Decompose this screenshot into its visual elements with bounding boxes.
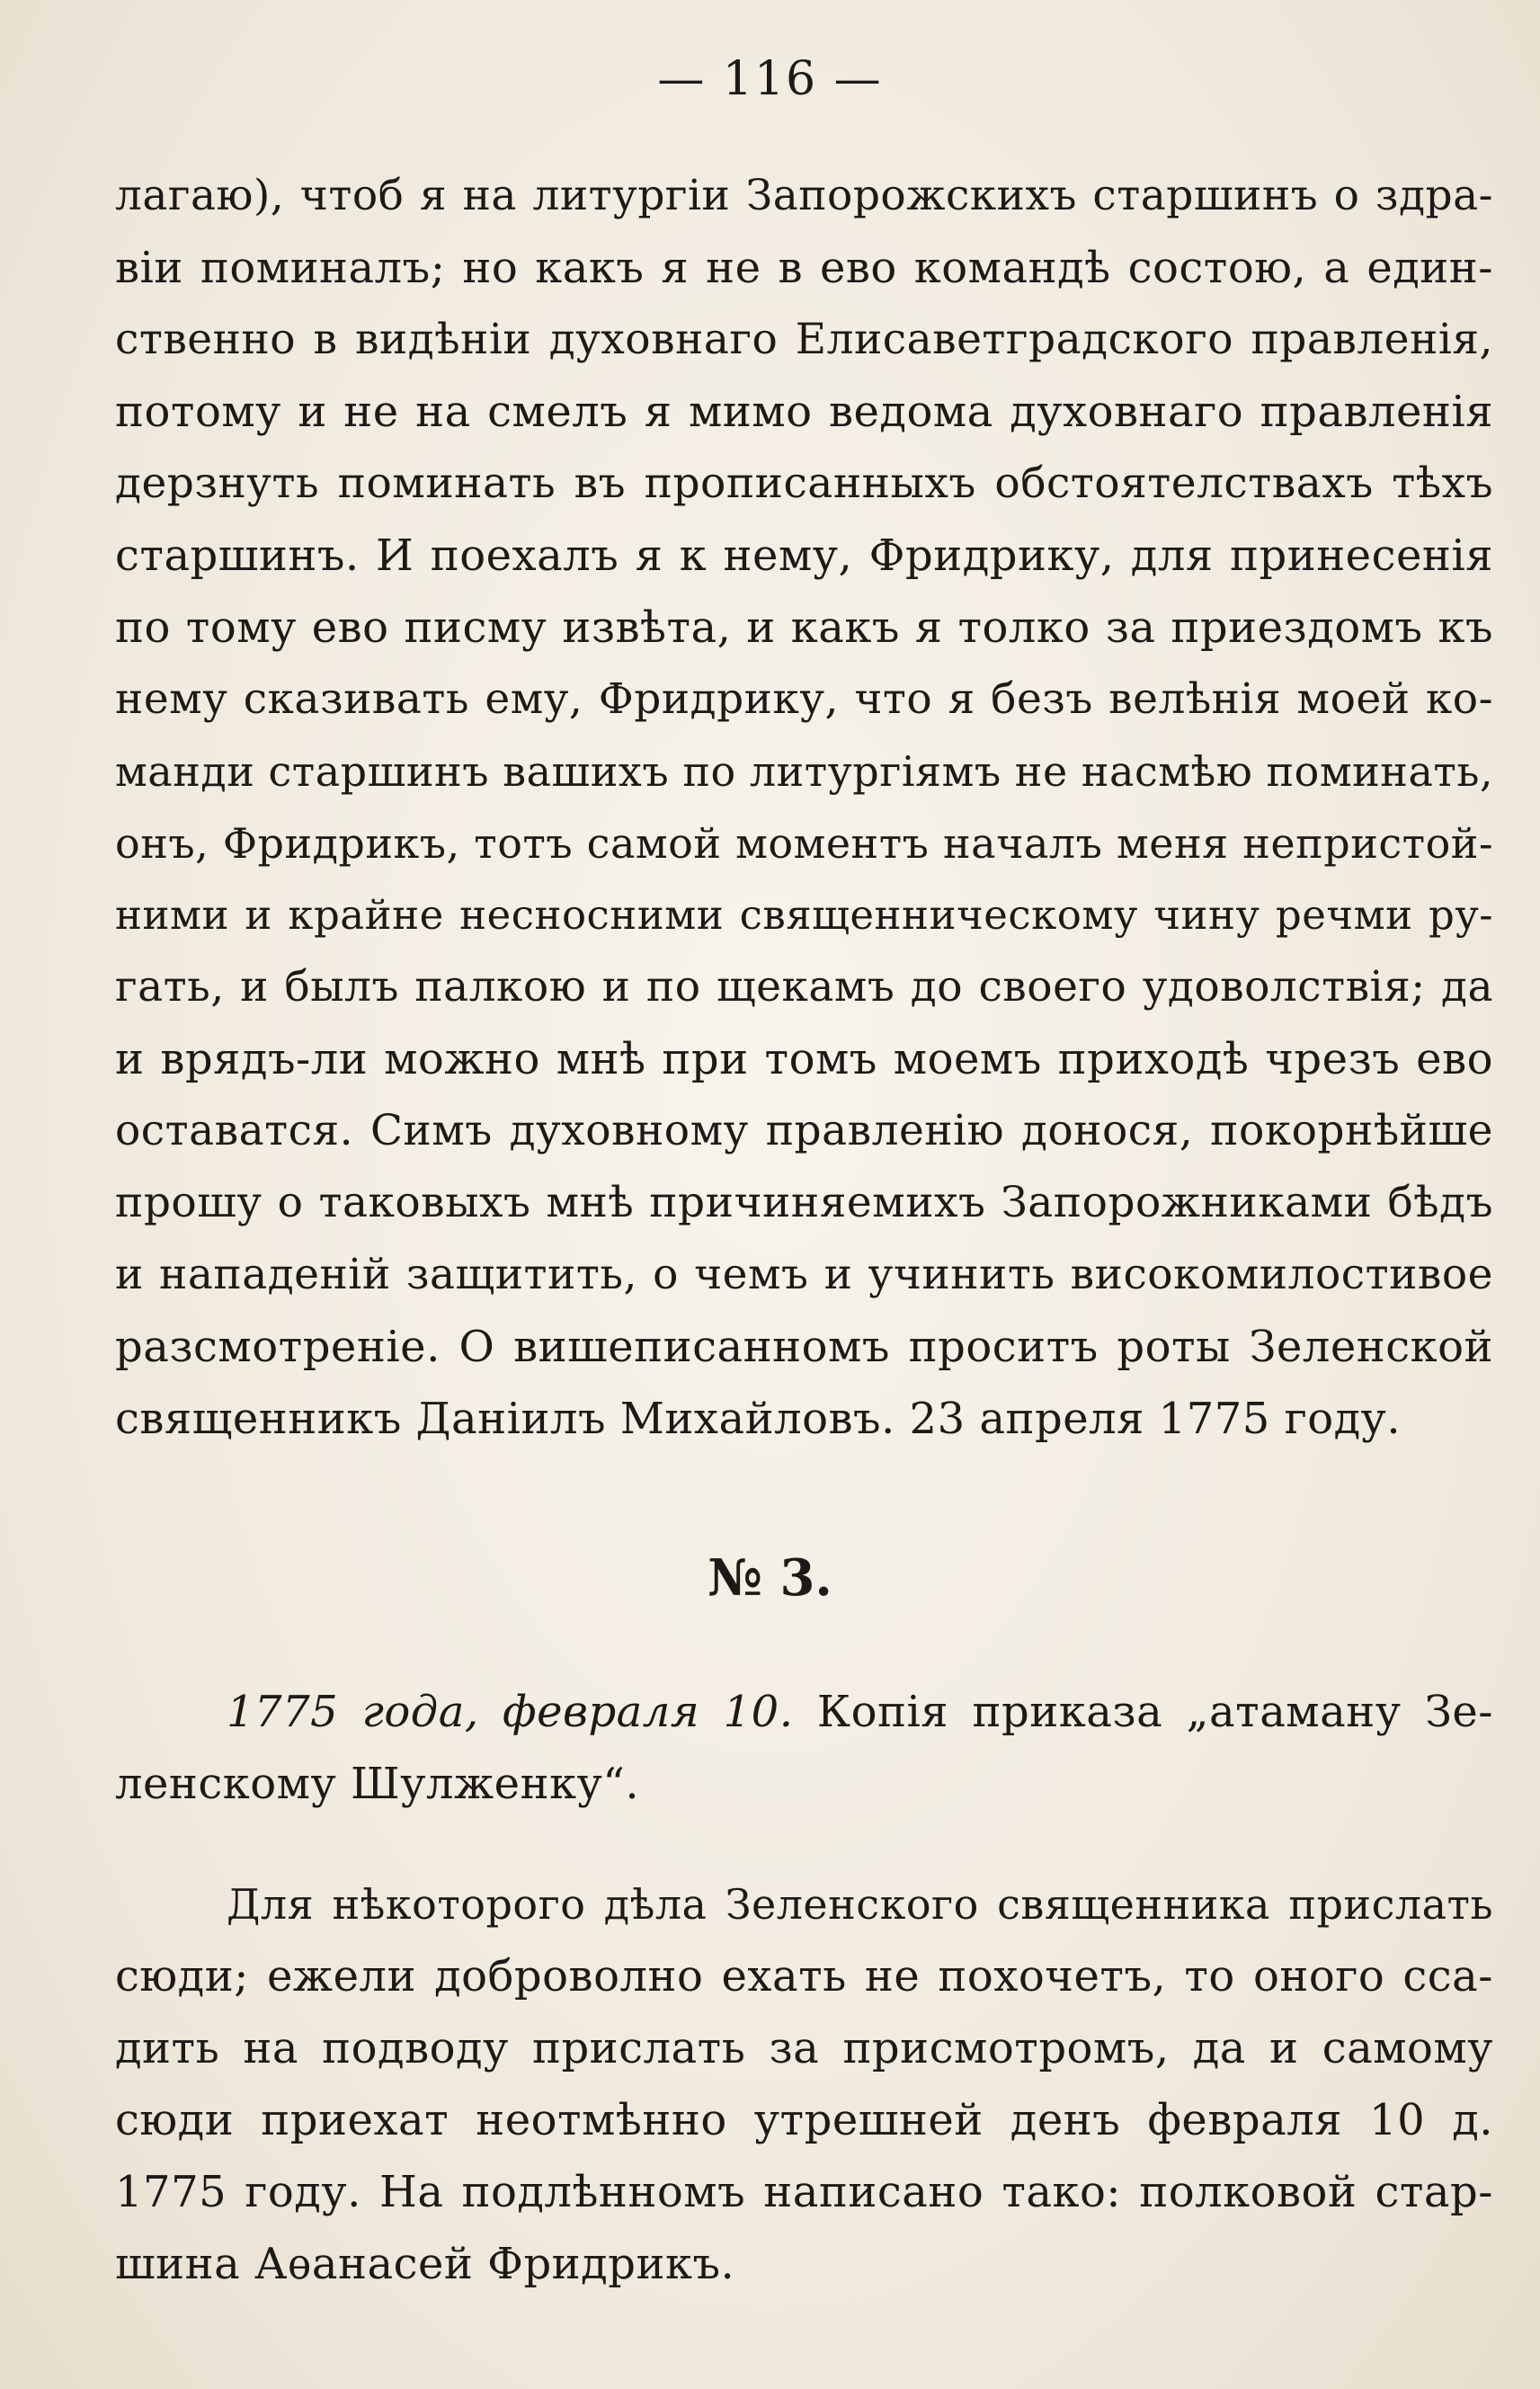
section-heading: № 3.	[708, 1548, 832, 1608]
text-line: віи поминалъ; но какъ я не в ево командѣ состою, а един-	[115, 243, 1493, 293]
text-line: дить на подводу прислать за присмотромъ, да и самому	[115, 2023, 1493, 2073]
text-line: гать, и былъ палкою и по щекамъ до своего удоволствія; да	[115, 962, 1493, 1012]
document-date: 1775 года, февраля 10.	[227, 1687, 794, 1737]
text-line: шина Аѳанасей Фридрикъ.	[115, 2239, 735, 2289]
text-line: сюди приехат неотмѣнно утрешней денъ февраля 10 д.	[115, 2095, 1493, 2145]
text-line: и нападеній защитить, о чемъ и учинить високомилостивое	[115, 1250, 1493, 1299]
text-line: сюди; ежели доброволно ехать не похочетъ, то оного сса-	[115, 1951, 1493, 2001]
text-line: Для нѣкоторого дѣла Зеленского священника прислать	[227, 1880, 1493, 1929]
title-line	[115, 1685, 1493, 1739]
text-line: лагаю), чтоб я на литургіи Запорожскихъ старшинъ о здра-	[115, 171, 1493, 220]
text-line: ственно в видѣніи духовнаго Елисаветградского правленія,	[115, 315, 1493, 364]
text-line: старшинъ. И поехалъ я к нему, Фридрику, для принесенія	[115, 530, 1493, 581]
text-line: ними и крайне несносними священническому чину речми ру-	[115, 891, 1493, 939]
text-line: 1775 году. На подлѣнномъ написано тако: полковой стар-	[115, 2167, 1493, 2217]
text-line: дерзнуть поминать въ прописанныхъ обстоятелствахъ тѣхъ	[115, 459, 1493, 508]
text-line: манди старшинъ вашихъ по литургіямъ не насмѣю поминать,	[115, 747, 1493, 796]
text-line: прошу о таковыхъ мнѣ причиняемихъ Запорожниками бѣдъ	[115, 1178, 1493, 1227]
text-line: нему сказивать ему, Фридрику, что я безъ велѣнія моей ко-	[115, 674, 1493, 724]
text-line: потому и не на смелъ я мимо ведома духовнаго правленія	[115, 387, 1493, 437]
text-line: разсмотреніе. О вишеписанномъ проситъ роты Зеленской	[115, 1322, 1493, 1372]
text-line: онъ, Фридрикъ, тотъ самой моментъ началъ меня непристой-	[115, 819, 1493, 868]
title-text: Копія приказа „атаману Зе-	[793, 1687, 1493, 1737]
text-line: священникъ Даніилъ Михайловъ. 23 апреля 1775 году.	[115, 1394, 1402, 1444]
page-number: — 116 —	[657, 52, 883, 106]
text-line: оставатся. Симъ духовному правленію донося, покорнѣйше	[115, 1106, 1493, 1155]
title-line: ленскому Шулженку“.	[115, 1759, 640, 1809]
text-line: и врядъ-ли можно мнѣ при томъ моемъ приходѣ чрезъ ево	[115, 1034, 1493, 1084]
text-line: по тому ево писму извѣта, и какъ я толко за приездомъ къ	[115, 602, 1493, 653]
